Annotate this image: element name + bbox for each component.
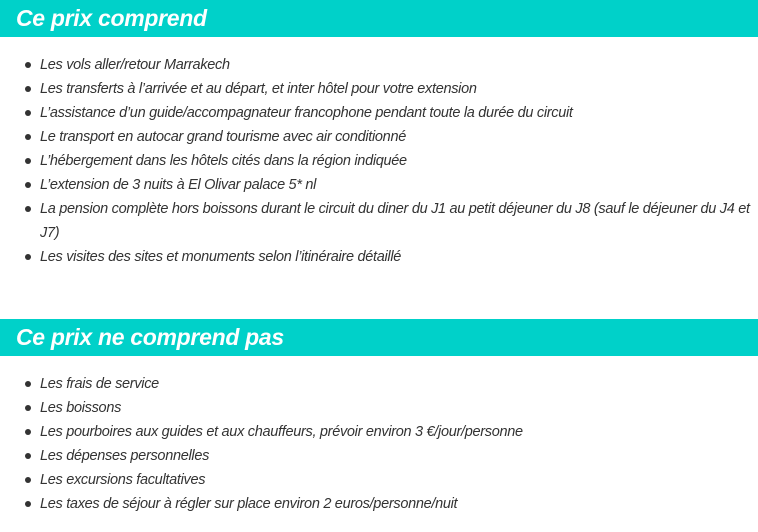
bullet-icon: [25, 453, 31, 459]
bullet-icon: [25, 429, 31, 435]
bullet-icon: [25, 477, 31, 483]
section-title-not-included: Ce prix ne comprend pas: [0, 319, 758, 356]
list-item: Le transport en autocar grand tourisme avec air conditionné: [0, 125, 752, 149]
list-item: Les frais de service: [0, 372, 752, 396]
list-item: Les boissons: [0, 396, 752, 420]
list-item: L’hébergement dans les hôtels cités dans la région indiquée: [0, 149, 752, 173]
list-item: Les pourboires aux guides et aux chauffeurs, prévoir environ 3 €/jour/personne: [0, 420, 752, 444]
list-item: Les transferts à l’arrivée et au départ, et inter hôtel pour votre extension: [0, 77, 752, 101]
list-item: Les visites des sites et monuments selon l’itinéraire détaillé: [0, 245, 752, 269]
included-list: [0, 53, 752, 269]
list-item: Les vols aller/retour Marrakech: [0, 53, 752, 77]
bullet-icon: [25, 62, 31, 68]
bullet-icon: [25, 86, 31, 92]
bullet-icon: [25, 134, 31, 140]
bullet-icon: [25, 381, 31, 387]
bullet-icon: [25, 158, 31, 164]
list-item: L’extension de 3 nuits à El Olivar palace 5* nl: [0, 173, 752, 197]
bullet-icon: [25, 405, 31, 411]
list-item: L’assistance d’un guide/accompagnateur francophone pendant toute la durée du circuit: [0, 101, 752, 125]
bullet-icon: [25, 501, 31, 507]
section-title-included: Ce prix comprend: [0, 0, 758, 37]
not-included-list: [0, 372, 752, 516]
bullet-icon: [25, 110, 31, 116]
bullet-icon: [25, 206, 31, 212]
bullet-icon: [25, 182, 31, 188]
list-item: La pension complète hors boissons durant le circuit du diner du J1 au petit déjeuner du J8 (sauf le déjeuner du J4 et J7): [0, 197, 752, 245]
list-item: Les dépenses personnelles: [0, 444, 752, 468]
list-item: Les taxes de séjour à régler sur place environ 2 euros/personne/nuit: [0, 492, 752, 516]
bullet-icon: [25, 254, 31, 260]
list-item: Les excursions facultatives: [0, 468, 752, 492]
